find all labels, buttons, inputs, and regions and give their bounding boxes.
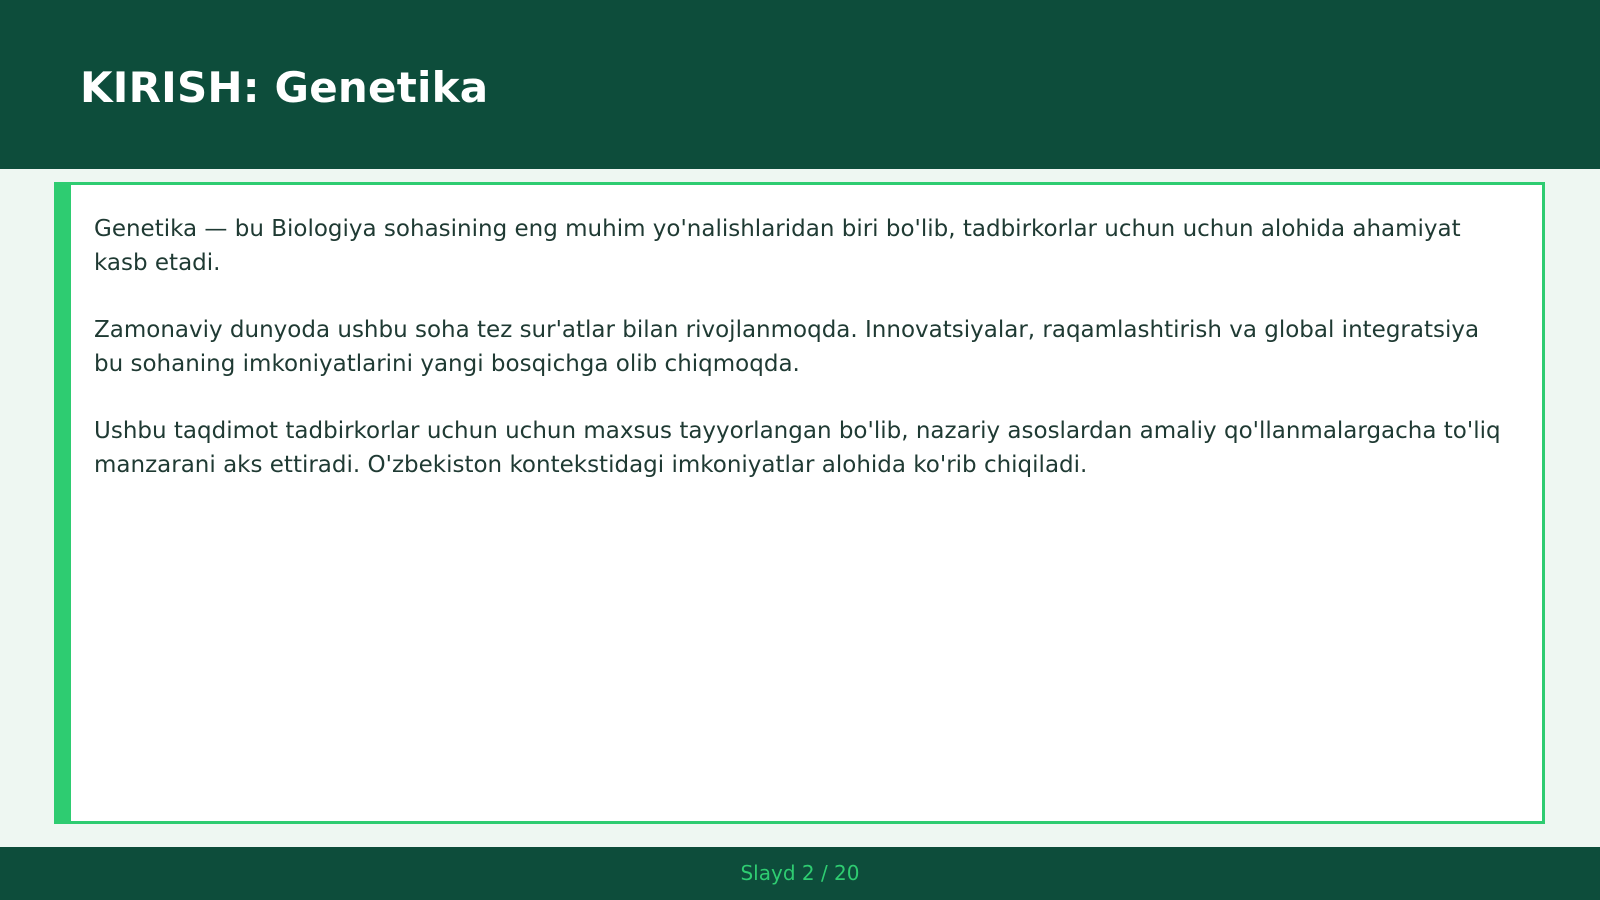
content-text [94,212,1506,515]
slide-number: Slayd 2 / 20 [740,861,860,885]
paragraph-intro: Genetika — bu Biologiya sohasining eng muhim yo'nalishlaridan biri bo'lib, tadbirkorlar uchun uchun alohida ahamiyat kasb etadi. [94,216,1461,276]
slide-title: KIRISH: Genetika [80,63,489,112]
paragraph-modern-world: Zamonaviy dunyoda ushbu soha tez sur'atlar bilan rivojlanmoqda. Innovatsiyalar, raqamlashtirish va global integratsiya bu sohaning imkoniyatlarini yangi bosqichga olib chiqmoqda. [94,317,1480,377]
paragraph-presentation-purpose: Ushbu taqdimot tadbirkorlar uchun uchun maxsus tayyorlangan bo'lib, nazariy asoslardan amaliy qo'llanmalargacha to'liq manzarani aks ettiradi. O'zbekiston kontekstidagi imkoniyatlar alohida ko'rib chiqiladi. [94,418,1501,478]
